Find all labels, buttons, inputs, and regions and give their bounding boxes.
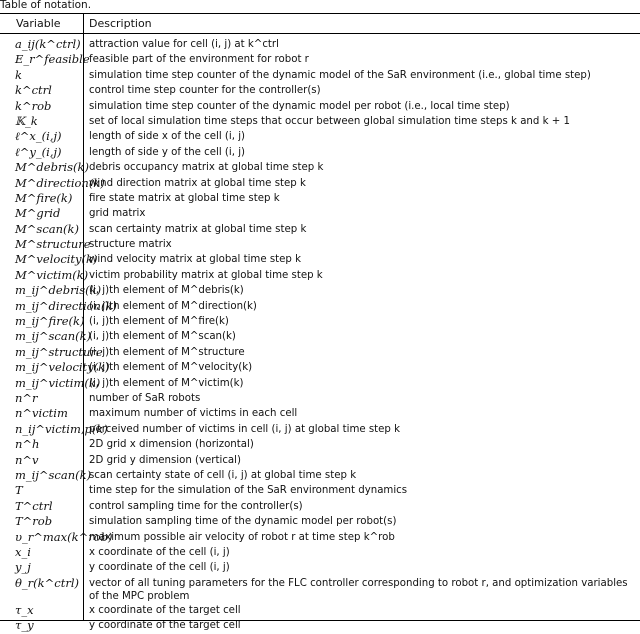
variable-description: time step for the simulation of the SaR environment dynamics — [89, 485, 408, 497]
notation-table-body — [0, 37, 640, 634]
table-row — [0, 68, 640, 83]
variable-description: (i, j)th element of M^victim(k) — [89, 377, 244, 389]
variable-symbol: E_r^feasible — [15, 52, 90, 67]
variable-symbol: θ_r(k^ctrl) — [15, 575, 79, 590]
table-row — [0, 314, 640, 329]
variable-symbol: m_ij^structure — [15, 344, 103, 359]
variable-symbol: m_ij^direction(k) — [15, 298, 117, 313]
variable-description: 2D grid x dimension (horizontal) — [89, 439, 254, 451]
variable-description: number of SaR robots — [89, 392, 201, 404]
variable-symbol: 𝕂_k — [15, 113, 38, 128]
table-row — [0, 391, 640, 406]
table-row — [0, 37, 640, 52]
variable-description: victim probability matrix at global time step k — [89, 269, 323, 281]
table-row — [0, 237, 640, 252]
variable-description: fire state matrix at global time step k — [89, 192, 280, 204]
table-row — [0, 376, 640, 391]
variable-description: control sampling time for the controller(s) — [89, 500, 303, 512]
variable-description: (i, j)th element of M^debris(k) — [89, 285, 244, 297]
variable-description: scan certainty matrix at global time step k — [89, 223, 307, 235]
variable-description: grid matrix — [89, 208, 146, 220]
variable-description: (i, j)th element of M^direction(k) — [89, 300, 257, 312]
variable-description: simulation sampling time of the dynamic model per robot(s) — [89, 516, 397, 528]
table-row — [0, 545, 640, 560]
variable-description: scan certainty state of cell (i, j) at global time step k — [89, 469, 357, 481]
variable-description: (i, j)th element of M^structure — [89, 346, 245, 358]
variable-description: simulation time step counter of the dynamic model of the SaR environment (i.e., global time step) — [89, 69, 591, 81]
variable-symbol: ℓ^x_(i,j) — [15, 129, 62, 144]
variable-symbol: m_ij^velocity(k) — [15, 360, 110, 375]
variable-symbol: n^r — [15, 390, 38, 405]
variable-symbol: M^grid — [15, 206, 61, 221]
table-row — [0, 514, 640, 529]
variable-symbol: T — [15, 483, 23, 498]
variable-description: wind direction matrix at global time step k — [89, 177, 306, 189]
table-row — [0, 283, 640, 298]
variable-symbol: n^h — [15, 437, 40, 452]
table-row — [0, 222, 640, 237]
table-row — [0, 453, 640, 468]
variable-symbol: n^victim — [15, 406, 68, 421]
variable-description: (i, j)th element of M^scan(k) — [89, 331, 236, 343]
table-row — [0, 114, 640, 129]
table-top-rule — [0, 13, 640, 14]
variable-symbol: k^rob — [15, 98, 52, 113]
variable-symbol: m_ij^fire(k) — [15, 314, 85, 329]
variable-symbol: n_ij^victim,p(k) — [15, 421, 108, 436]
variable-symbol: M^debris(k) — [15, 160, 89, 175]
table-row — [0, 268, 640, 283]
variable-description: x coordinate of the cell (i, j) — [89, 546, 230, 558]
variable-description: length of side y of the cell (i, j) — [89, 146, 246, 158]
table-row — [0, 576, 640, 603]
variable-description: (i, j)th element of M^velocity(k) — [89, 362, 253, 374]
variable-symbol: k — [15, 67, 22, 82]
variable-symbol: a_ij(k^ctrl) — [15, 37, 81, 51]
table-row — [0, 160, 640, 175]
variable-symbol: m_ij^victim(k) — [15, 375, 101, 390]
table-row — [0, 422, 640, 437]
variable-description: maximum possible air velocity of robot r at time step k^rob — [89, 531, 395, 543]
table-row — [0, 499, 640, 514]
table-row — [0, 329, 640, 344]
variable-description: 2D grid y dimension (vertical) — [89, 454, 241, 466]
variable-symbol: M^victim(k) — [15, 267, 89, 282]
variable-symbol: M^structure — [15, 237, 91, 252]
variable-description: y coordinate of the cell (i, j) — [89, 562, 230, 574]
table-row — [0, 360, 640, 375]
variable-symbol: k^ctrl — [15, 83, 52, 98]
variable-description: wind velocity matrix at global time step k — [89, 254, 302, 266]
variable-symbol: m_ij^debris(k) — [15, 283, 102, 298]
variable-description: simulation time step counter of the dynamic model per robot (i.e., local time step) — [89, 100, 510, 112]
table-row — [0, 145, 640, 160]
table-row — [0, 483, 640, 498]
table-row — [0, 83, 640, 98]
table-row — [0, 406, 640, 421]
variable-description: control time step counter for the controller(s) — [89, 85, 321, 97]
header-variable: Variable — [16, 17, 61, 30]
variable-description: maximum number of victims in each cell — [89, 408, 298, 420]
variable-description: set of local simulation time steps that occur between global simulation time steps k and k + 1 — [89, 115, 570, 127]
table-row — [0, 299, 640, 314]
variable-symbol: υ_r^max(k^rob) — [15, 529, 113, 544]
table-header-rule — [0, 33, 640, 34]
table-row — [0, 206, 640, 221]
variable-description: x coordinate of the target cell — [89, 605, 241, 617]
variable-symbol: ℓ^y_(i,j) — [15, 144, 62, 159]
variable-symbol: M^scan(k) — [15, 221, 79, 236]
header-description: Description — [89, 17, 152, 30]
table-row — [0, 99, 640, 114]
table-row — [0, 345, 640, 360]
table-caption: Table of notation. — [0, 0, 92, 11]
variable-description: feasible part of the environment for robot r — [89, 54, 309, 66]
table-row — [0, 52, 640, 67]
variable-description: length of side x of the cell (i, j) — [89, 131, 246, 143]
variable-symbol: T^rob — [15, 514, 53, 529]
variable-symbol: M^fire(k) — [15, 190, 73, 205]
table-row — [0, 437, 640, 452]
variable-description: debris occupancy matrix at global time step k — [89, 162, 324, 174]
variable-description: y coordinate of the target cell — [89, 620, 241, 632]
variable-symbol: τ_y — [15, 618, 34, 633]
table-row — [0, 560, 640, 575]
variable-description: attraction value for cell (i, j) at k^ctrl — [89, 39, 279, 50]
table-row — [0, 176, 640, 191]
variable-symbol: M^direction(k) — [15, 175, 105, 190]
table-row — [0, 530, 640, 545]
table-row — [0, 252, 640, 267]
variable-description: (i, j)th element of M^fire(k) — [89, 316, 229, 328]
variable-description: vector of all tuning parameters for the FLC controller corresponding to robot r, and optimization variables of the MPC problem — [89, 577, 628, 602]
table-row — [0, 129, 640, 144]
variable-symbol: m_ij^scan(k) — [15, 329, 92, 344]
variable-symbol: M^velocity(k) — [15, 252, 98, 267]
variable-symbol: n^v — [15, 452, 39, 467]
table-bottom-rule — [0, 620, 640, 621]
table-row — [0, 191, 640, 206]
variable-symbol: y_j — [15, 560, 31, 575]
table-row — [0, 468, 640, 483]
variable-symbol: m_ij^scan(k) — [15, 467, 92, 482]
variable-symbol: τ_x — [15, 603, 34, 618]
variable-description: perceived number of victims in cell (i, j) at global time step k — [89, 423, 401, 435]
table-row — [0, 603, 640, 618]
variable-description: structure matrix — [89, 239, 172, 251]
variable-symbol: T^ctrl — [15, 498, 53, 513]
variable-symbol: x_i — [15, 544, 31, 559]
